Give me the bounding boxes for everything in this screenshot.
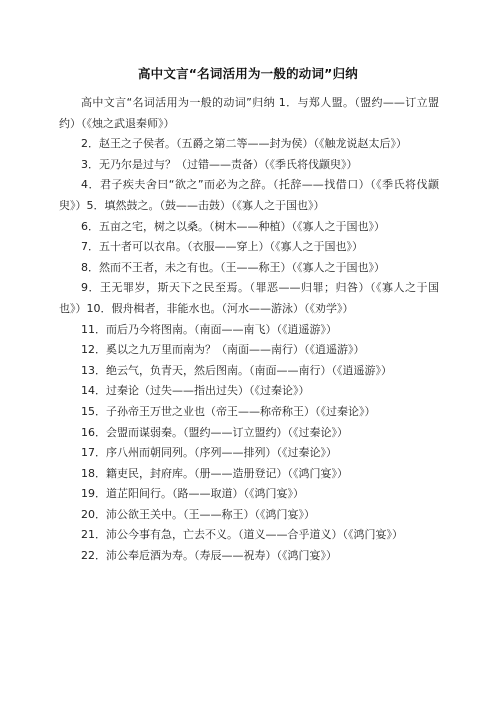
paragraph: 6．五亩之宅，树之以桑。（树木——种植）（《寡人之于国也》） bbox=[81, 219, 385, 233]
paragraph: 19．道芷阳间行。（路——取道）（《鸿门宴》） bbox=[81, 487, 304, 501]
paragraph: 4．君子疾夫舍曰“欲之”而必为之辞。（托辞——找借口）（《季氏将伐颛臾》）5．填然鼓之。（鼓——击鼓）（《寡人之于国也》） bbox=[59, 178, 439, 212]
paragraph: 9．王无罪岁，斯天下之民至焉。（罪恶——归罪；归咎）（《寡人之于国也》）10．假舟楫者，非能水也。（河水——游泳）（《劝学》） bbox=[59, 281, 439, 315]
paragraph: 20．沛公欲王关中。（王——称王）（《鸿门宴》） bbox=[81, 507, 315, 521]
paragraph: 13．绝云气，负青天，然后图南。（南面——南行）（《逍遥游》） bbox=[81, 363, 392, 377]
paragraph: 14．过秦论（过失——指出过失）（《过秦论》） bbox=[81, 384, 310, 398]
paragraph: 8．然而不王者，未之有也。（王——称王）（《寡人之于国也》） bbox=[81, 260, 385, 274]
paragraph: 3．无乃尔是过与？（过错——责备）（《季氏将伐颛臾》） bbox=[81, 157, 358, 171]
document-title: 高中文言“名词活用为一般的动词”归纳 bbox=[137, 66, 359, 81]
paragraph: 12．奚以之九万里而南为？（南面——南行）（《逍遥游》） bbox=[81, 343, 365, 357]
paragraph: 18．籍吏民，封府库。（册——造册登记）（《鸿门宴》） bbox=[81, 466, 348, 480]
paragraph: 16．会盟而谋弱秦。（盟约——订立盟约）（《过秦论》） bbox=[81, 425, 348, 439]
paragraph: 17．序八州而朝同列。（序列——排列）（《过秦论》） bbox=[81, 446, 337, 460]
paragraph: 22．沛公奉卮酒为寿。（寿辰——祝寿）（《鸿门宴》） bbox=[81, 549, 337, 563]
paragraph: 15．子孙帝王万世之业也（帝王——称帝称王）（《过秦论》） bbox=[81, 404, 376, 418]
paragraph: 高中文言“名词活用为一般的动词”归纳 1．与郑人盟。（盟约——订立盟约）（《烛之武退秦师》） bbox=[59, 96, 439, 130]
paragraph: 21．沛公今事有急，亡去不义。（道义——合乎道义）（《鸿门宴》） bbox=[81, 528, 403, 542]
paragraph: 11．而后乃今将图南。（南面——南飞）（《逍遥游》） bbox=[81, 322, 337, 336]
document-body bbox=[59, 93, 439, 567]
paragraph: 7．五十者可以衣帛。（衣服——穿上）（《寡人之于国也》） bbox=[81, 240, 363, 254]
paragraph: 2．赵王之子侯者。（五爵之第二等——封为侯）（《触龙说赵太后》） bbox=[81, 137, 407, 151]
